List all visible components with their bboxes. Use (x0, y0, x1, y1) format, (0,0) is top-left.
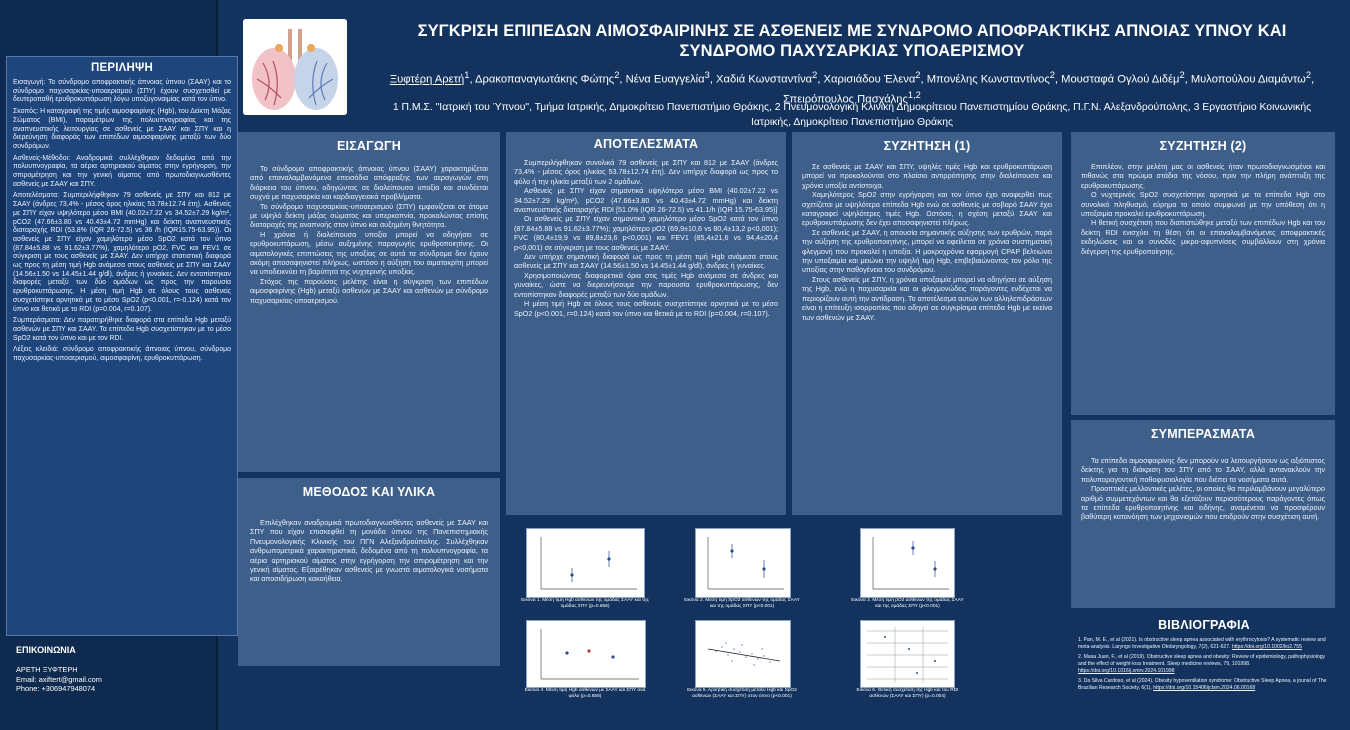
intro-paragraph-2: Το σύνδρομο παχυσαρκίας-υποαερισμού (ΣΠΥ) εμφανίζεται σε άτομα με υψηλό δείκτη μάζας σώματος και υπερκαπνία, προκαλώντας επίσης διαταραχές της αναπνοής στον ύπνο και αυξημένη θνητότητα. (250, 201, 488, 230)
figure-4-caption: Εικόνα 4. Μέση τιμή Hgb ασθενών με ΣΑΑΥ και ΣΠΥ ανά φύλο (p=0.658) (524, 688, 646, 700)
introduction-panel (238, 132, 500, 472)
methods-panel (238, 478, 500, 666)
summary-aim: Σκοπός: Η καταγραφή της τιμής αιμοσφαιρίνης (Hgb), του Δείκτη Μάζας Σώματος (ΒΜΙ), παραμέτρων της πολυυπνογραφίας και της αναπνευστικής λειτουργίας σε ασθενείς με ΣΑΑΥ και ΣΠΥ και η διερεύνηση διαφοράς των επιπέδων αιμοσφαιρίνης μεταξύ των δύο συνδρόμων. (13, 108, 231, 150)
figure-6-chart (860, 620, 955, 688)
summary-title: ΠΕΡΙΛΗΨΗ (90, 62, 154, 74)
summary-text (7, 79, 237, 364)
figure-4-chart (526, 620, 646, 688)
figure-5-chart (695, 620, 791, 688)
reference-1-text: 1. Pan, M. E., et al (2021). Is obstructive sleep apnea associated with erythrocytosis? A systematic review and meta-analysis. Laryngo Investigative Otolaryngology, 7(2), 621-627. (1078, 637, 1326, 650)
conclusions-paragraph-2: Προοπτικές μελλοντικές μελέτες, οι οποίες θα περιλαμβάνουν μεγαλύτερο αριθμό συμμετεχόντων και θα εξετάζουν περισσότερους παράγοντες όπως τα επίπεδα ερυθροποιητίνης και ειδήνης, αναμένεται να προσφέρουν βαθύτερη κατανόηση των μηχανισμών που επιδρούν στην συσχέτιση αυτή. (1081, 484, 1325, 522)
results-text (506, 154, 786, 318)
results-title: ΑΠΟΤΕΛΕΣΜΑΤΑ (593, 137, 699, 151)
summary-results: Αποτελέσματα: Συμπεριλήφθηκαν 79 ασθενείς με ΣΠΥ και 812 με ΣΑΑΥ (άνδρες 73,4% - μέσος όρος ηλικίας 53.78±12.74 έτη). Ασθενείς με ΣΠΥ είχαν υψηλότερο μέσο BMI (40.02±7.22 vs 34.52±7.29 kg/m², pCO2 (47.66±3.80 vs 40.43±4.72 mmHg) και δείκτη αναπνευστικής διαταραχής RDI (53.8% (IQR 26-72.5) vs 36 /h (IQR15.75-63.95)). Οι ασθενείς με ΣΠΥ είχαν χαμηλότερο μέσο SpO2 κατά τον ύπνο (87.84±5.88 vs 91.62±3.77%), χαμηλότερο pO2, FVC και FEV1 σε σύγκριση με τους ασθενείς με ΣΑΑΥ. Δεν υπήρχε στατιστική διαφορά ως προς τη μέση τιμή Hgb ανάμεσα στους ασθενείς με ΣΠΥ και ΣΑΑΥ (14.56±1.50 vs 14.45±1.44 g/dl), άνδρες ή γυναίκες. Δεν εντοπίστηκαν διαφορές μεταξύ των δύο ομάδων ως προς την παρουσία ερυθροκυττάρωσης. Η μέση τιμή Hgb σε όλους τους ασθενείς συσχετίστηκε αρνητικά με το μέσο SpO2 (p<0.001, r=-0.124) κατά τον ύπνο και θετικά με το RDI (p=0.004, r=0.107). (13, 192, 231, 313)
summary-panel (6, 56, 238, 636)
figure-2-caption: Εικόνα 2. Μέση τιμή SpO2 ασθενών της ομάδας ΣΑΑΥ και της ομάδας ΣΠΥ (p<0.001) (684, 598, 800, 610)
introduction-text (238, 156, 500, 305)
discussion-2-paragraph-3: Η θετική συσχέτιση που διαπιστώθηκε μεταξύ των επιπέδων Hgb και του δείκτη RDI ενισχύει τη θέση ότι οι επαναλαμβανόμενες αποφρακτικές εκδηλώσεις και οι συνοδές μικρο-αφυπνίσεις συμβάλλουν στη χρόνια διέγερση της ερυθροποίησης. (1081, 218, 1325, 256)
affiliations: 1 Π.Μ.Σ. "Ιατρική του Ύπνου", Τμήμα Ιατρικής, Δημοκρίτειο Πανεπιστήμιο Θράκης, 2 Πνευμονολογική Κλινική Δημοκρίτειου Πανεπιστημίου Θράκης, Π.Γ.Ν. Αλεξανδρούπολης, 3 Εργαστήριο Κοινωνικής Ιατρικής, Δημοκρίτειο Πανεπιστήμιο Θράκης (392, 102, 1312, 128)
results-paragraph-5: Χρησιμοποιώντας διαφορετικά όρια στις τιμές Hgb ανάμεσα σε άνδρες και γυναίκες, ώστε να διερευνήσουμε την παρουσία ερυθροκυττάρωσης, δεν εντοπίστηκαν διαφορές μεταξύ των δύο ομάδων. (514, 270, 778, 299)
presenting-author: Ξυφτέρη Αρετή (389, 73, 465, 86)
reference-2 (1078, 654, 1330, 675)
discussion-1-title: ΣΥΖΗΤΗΣΗ (1) (883, 139, 971, 153)
summary-conclusions: Συμπεράσματα: Δεν παρατηρήθηκε διαφορά στα επίπεδα Hgb μεταξύ ασθενών με ΣΠΥ και ΣΑΑΥ. Τα επίπεδα Hgb συσχετίστηκαν με το μέσο SpO2 κατά τον ύπνο και με τον RDI. (13, 317, 231, 342)
contact-title: ΕΠΙΚΟΙΝΩΝΙΑ (16, 645, 76, 655)
references-title: ΒΙΒΛΙΟΓΡΑΦΙΑ (1158, 618, 1250, 632)
results-paragraph-6: Η μέση τιμή Hgb σε όλους τους ασθενείς συσχετίστηκε αρνητικά με το μέσο SpO2 (p<0.001, r=0.124) κατά τον ύπνο και θετικά με το RDI (p=0.004, r=0.107). (514, 299, 778, 318)
conclusions-title: ΣΥΜΠΕΡΑΣΜΑΤΑ (1150, 427, 1256, 441)
methods-title: ΜΕΘΟΔΟΣ ΚΑΙ ΥΛΙΚΑ (302, 485, 436, 499)
introduction-title: ΕΙΣΑΓΩΓΗ (336, 139, 401, 153)
reference-1 (1078, 637, 1330, 651)
summary-keywords: Λέξεις κλειδιά: σύνδρομο αποφρακτικής άπνοιας ύπνου, σύνδρομο παχυσαρκίας-υποαερισμού, αιμοσφαιρίνη, ερυθροκυττάρωση. (13, 346, 231, 363)
figure-3-caption: Εικόνα 3. Μέση τιμή pO2 ασθενών της ομάδας ΣΑΑΥ και της ομάδας ΣΠΥ (p<0.001) (851, 598, 964, 610)
references-block (1078, 618, 1330, 712)
header (236, 14, 1336, 132)
intro-paragraph-4: Στόχος της παρούσας μελέτης είναι η σύγκριση των επιπέδων αιμοσφαιρίνης (Hgb) μεταξύ ασθενών με ΣΑΑΥ και ασθενών με σύνδρομο παχυσαρκίας-υποαερισμού. (250, 276, 488, 305)
figure-5-caption: Εικόνα 5. Αρνητική συσχέτιση μεταξύ Hgb και SpO2 ασθενών (ΣΑΑΥ και ΣΠΥ) στον ύπνο (p<0.001) (687, 688, 797, 700)
contact-phone: Phone: +306947948074 (16, 684, 96, 694)
conclusions-paragraph-1: Τα επίπεδα αιμοσφαιρίνης δεν μπορούν να λειτουργήσουν ως αξιόπιστος δείκτης για τη διάκριση του ΣΠΥ από το ΣΑΑΥ, αλλά αντανακλούν την πολυπαραγοντική παθοφυσιολογία που διέπει τα νοσήματα αυτά. (1081, 456, 1325, 484)
conclusions-panel (1071, 420, 1335, 608)
intro-paragraph-1: Το σύνδρομο αποφρακτικής άπνοιας ύπνου (ΣΑΑΥ) χαρακτηρίζεται από επαναλαμβανόμενα επεισόδια απόφραξης των αεραγωγών στη διάρκεια του ύπνου, οδηγώντας σε διαλείπουσα υποξία και συνδέεται συχνά με παχυσαρκία και καρδιαγγειακά προβλήματα. (250, 164, 488, 202)
reference-3 (1078, 678, 1330, 692)
discussion-1-paragraph-1: Σε ασθενείς με ΣΑΑΥ και ΣΠΥ, υψηλές τιμές Hgb και ερυθροκυττάρωση μπορεί να προκαλούνται στο πλαίσιο αντιρρόπησης στην διαλείπουσα και χρόνια υποξία αντίστοιχα. (802, 162, 1052, 190)
discussion-2-title: ΣΥΖΗΤΗΣΗ (2) (1159, 139, 1247, 153)
results-panel (506, 132, 786, 515)
summary-methods: Ασθενείς-Μέθοδοι: Αναδρομικά συλλέχθηκαν δεδομένα από την πολυυπνογραφία, τα αέρια αρτηριακού αίματος στην εγρήγορση, την σπιρομέτρηση και την γενική αίματος από πρωτοδιαγνωσθέντες ασθενείς με ΣΑΑΥ και ΣΠΥ. (13, 154, 231, 188)
contact-name: ΑΡΕΤΗ ΞΥΦΤΕΡΗ (16, 665, 78, 674)
discussion-2-paragraph-2: Ο νυχτερινός SpO2 συσχετίστηκε αρνητικά με τα επίπεδα Hgb στο συνολικό πληθυσμό, εύρημα το οποίο συμφωνεί με την υπόθεση ότι η υποξαιμία προκαλεί ερυθροκυττάρωση. (1081, 190, 1325, 219)
figure-1-chart (526, 528, 645, 598)
discussion-1-panel (792, 132, 1062, 515)
discussion-1-paragraph-3: Σε ασθενείς με ΣΑΑΥ, η απουσία σημαντικής αύξησης των ερυθρών, παρά την αύξηση της ερυθροποιητίνης, μπορεί να οφείλεται σε χρόνια συστηματική φλεγμονή που προκαλεί η υποξία. Η μακροχρόνια εφαρμογή CPAP βελτιώνει την υποξαιμία και μειώνει την υψηλή τιμή Hgb, επιβεβαιώνοντας τον ρόλο της υποξίας στην παθογένεια του συνδρόμου. (802, 227, 1052, 275)
results-paragraph-4: Δεν υπήρχε σημαντική διαφορά ως προς τη μέση τιμή Hgb ανάμεσα στους ασθενείς με ΣΠΥ και ΣΑΑΥ (14.56±1.50 vs 14.45±1.44 g/dl), άνδρες ή γυναίκες. (514, 252, 778, 271)
figure-6-caption: Εικόνα 6. Θετική συσχέτιση της Hgb και του RDI ασθενών (ΣΑΑΥ και ΣΠΥ) (p=0.004) (856, 688, 959, 700)
discussion-2-panel (1071, 132, 1335, 415)
figure-3-chart (860, 528, 955, 598)
results-paragraph-3: Οι ασθενείς με ΣΠΥ είχαν σημαντικά χαμηλότερο μέσο SpO2 κατά τον ύπνο (87.84±5.88 vs 91.62±3.77%); χαμηλότερο pO2 (69,9±10,6 vs 80,4±13,2 p<0,001); FVC (80,4±19,9 vs 89,8±23,6 p<0,001) και FEV1 (85,4±21,6 vs 94,4±20,4 p<0,001) σε σύγκριση με τους ασθενείς με ΣΑΑΥ. (514, 214, 778, 252)
results-paragraph-2: Ασθενείς με ΣΠΥ είχαν σημαντικά υψηλότερο μέσο BMI (40.02±7.22 vs 34.52±7.29 kg/m²), pCO2 (47.66±3.80 vs 40.43±4.72 mmHg) και δείκτη αναπνευστικής διαταραχής RDI [51.0% (IQR 26-72.5) vs 41.1/h (IQR 15.75-63.95)] (514, 186, 778, 215)
contact-email: Email: axiftert@gmail.com (16, 674, 102, 684)
figure-1-caption: Εικόνα 1. Μέση τιμή Hgb ασθενών της ομάδας ΣΑΑΥ και της ομάδας ΣΠΥ (p=0.658) (521, 598, 649, 610)
discussion-1-paragraph-4: Στους ασθενείς με ΣΠΥ, η χρόνια υποξαιμία μπορεί να οδηγήσει σε αύξηση της Hgb, ενώ η παχυσαρκία και οι φλεγμονώδεις παράγοντες ενδέχεται να περιορίζουν αυτή την αντίδραση. Το αποτέλεσμα αυτών των αλληλεπιδράσεων είναι η επίτευξη ισορροπίας που οδηγεί σε συγκρίσιμα επίπεδα Hgb με εκείνα των ασθενών με ΣΑΑΥ. (802, 274, 1052, 322)
discussion-1-paragraph-2: Χαμηλότερος SpO2 στην εγρήγορση και τον ύπνο έχει αναφερθεί πως σχετίζεται με υψηλότερα επίπεδα Hgb ενώ σε ασθενείς με σοβαρό ΣΑΑΥ έχει καταγραφεί υψηλότερες τιμές Hgb. Ωστόσο, η σχέση μεταξύ ΣΑΑΥ και ερυθροκυττάρωσης δεν έχει αποσαφηνιστεί πλήρως. (802, 190, 1052, 228)
reference-2-link[interactable]: https://doi.org/10.1016/j.smrv.2024.101998 (1078, 668, 1175, 674)
methods-text (238, 502, 500, 584)
contact-block (16, 645, 212, 694)
results-paragraph-1: Συμπεριλήφθηκαν συνολικά 79 ασθενείς με ΣΠΥ και 812 με ΣΑΑΥ (άνδρες 73,4% - μέσος όρος ηλικίας 53.78±12.74 έτη). Δεν υπήρχε διαφορά ως προς το φύλο ή την ηλικία μεταξύ των 2 ομάδων. (514, 158, 778, 186)
methods-paragraph: Επιλέχθηκαν αναδρομικά πρωτοδιαγνωσθέντες ασθενείς με ΣΑΑΥ και ΣΠΥ που είχαν επισκεφθεί τη μονάδα ύπνου της Πανεπιστημιακής Πνευμονολογικής Κλινικής του ΠΓΝ Αλεξανδρούπολης. Συλλέχθηκαν ανθρωπομετρικά χαρακτηριστικά, δεδομένα από τη πολυυπνογραφία, τα αέρια αρτηριακού αίματος στην εγρήγορση την σπιρομέτρηση και την γενική αίματος. Εξαιρέθηκαν ασθενείς με γνωστά αιματολογικά νοσήματα και αποσιδήρωση κακοήθεια. (250, 518, 488, 584)
reference-3-text: 3. Da Silva Cardoso, et al (2024). Obesity hypoventilation syndrome: Obstructive Sleep Apnea, a jounal of The Brazilian Research Society, 6(1), (1078, 678, 1327, 691)
conclusions-text (1071, 444, 1335, 522)
lungs-logo (243, 19, 347, 115)
reference-1-link[interactable]: https://doi.org/10.1002/lio2.755 (1231, 644, 1302, 650)
intro-paragraph-3: Η χρόνια ή διαλείπουσα υποξία μπορεί να οδηγήσει σε ερυθροκυττάρωση, μέσω αυξημένης παραγωγής ερυθροποιητίνης. Οι αιματολογικές επιπτώσεις της υποξίας σε αυτά τα σύνδρομα δεν έχουν ακόμη αποσαφηνιστεί πλήρως, ωστόσο η αύξηση του αιματοκρίτη μπορεί να υποδεικνύει τη βαρύτητα της νυχτερινής υποξίας. (250, 229, 488, 277)
discussion-2-text (1071, 156, 1335, 256)
reference-2-text: 2. Masa Juan, F., et al (2019). Obstructive sleep apnea and obesity: Review of epidemiology, pathophysiology and the effect of weight-loss treatment. Sleep medicine reviews, 79, 101998. (1078, 654, 1326, 667)
author-list: Ξυφτέρη Αρετή$^1$, Δρακοπαναγιωτάκης Φώτης$^2$, Νένα Ευαγγελία$^3$, Χαδιά Κωνσταντίνα$^2$, Χαρισιάδου Έλενα$^2$, Μπονέλης Κωνσταντίνος$^2$, Μουσταφά Ογλού Διδέμ$^2$, Μυλοπούλου Διαμάντω$^2$, Σπειρόπουλος Πασχάλης$^{1,2}$ (389, 70, 1315, 106)
summary-intro: Εισαγωγή: Το σύνδρομο αποφρακτικής άπνοιας ύπνου (ΣΑΑΥ) και το σύνδρομο παχυσαρκίας-υποαερισμού (ΣΠΥ) έχουν συσχετισθεί με δευτεροπαθή ερυθροκυττάρωση λόγω υποξυγοναιμίας κατά τον ύπνο. (13, 79, 231, 104)
reference-3-link[interactable]: https://doi.org/10.15406/jclsm.2024.06.00168 (1153, 685, 1256, 691)
poster-title: ΣΥΓΚΡΙΣΗ ΕΠΙΠΕΔΩΝ ΑΙΜΟΣΦΑΙΡΙΝΗΣ ΣΕ ΑΣΘΕΝΕΙΣ ΜΕ ΣΥΝΔΡΟΜΟ ΑΠΟΦΡΑΚΤΙΚΗΣ ΑΠΝΟΙΑΣ ΥΠΝΟΥ ΚΑΙ ΣΥΝΔΡΟΜΟ ΠΑΧΥΣΑΡΚΙΑΣ ΥΠΟΑΕΡΙΣΜΟΥ (417, 22, 1287, 60)
figure-2-chart (695, 528, 791, 598)
discussion-2-paragraph-1: Επιπλέον, στην μελέτη μας οι ασθενείς ήταν πρωτοδιαγνωσμένοι και πιθανώς στα πρώιμα στάδια της νόσου, πριν την πλήρη ανάπτυξη της ερυθροκυττάρωσης. (1081, 162, 1325, 190)
discussion-1-text (792, 156, 1062, 322)
